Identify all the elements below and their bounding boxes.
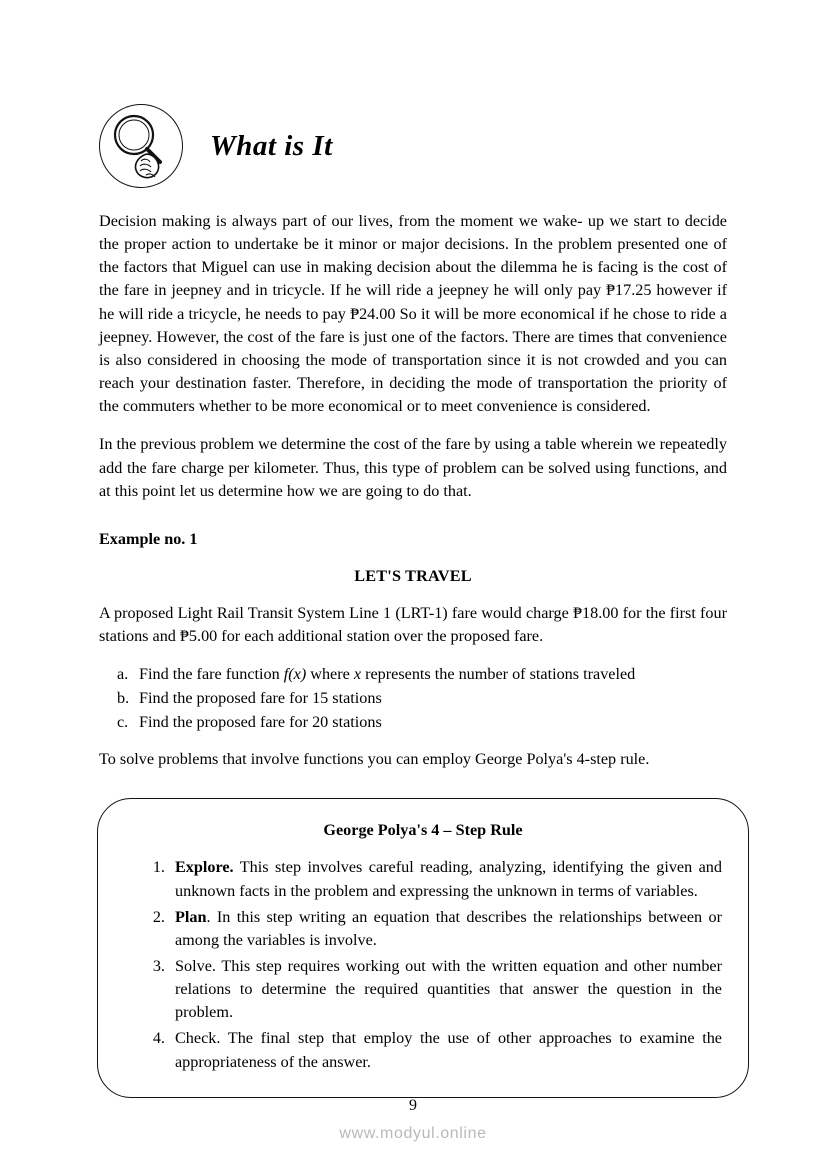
list-marker: c. — [117, 713, 129, 732]
paragraph-previous-problem: In the previous problem we determine the cost of the fare by using a table wherein we repeatedly add the fare charge per kilometer. Thus, this type of problem can be solved using functions, and at this point let us determine how we are going to do that. — [99, 435, 727, 500]
page-number: 9 — [409, 1097, 417, 1114]
list-marker: b. — [117, 689, 130, 708]
list-item — [169, 856, 722, 902]
list-item — [169, 906, 722, 952]
example-questions — [99, 663, 727, 734]
list-text-before: Find the proposed fare for 15 stations — [139, 689, 382, 708]
step-text: Check. The final step that employ the use of other approaches to examine the appropriateness of the answer. — [175, 1029, 722, 1071]
list-text-italic1: f(x) — [283, 665, 307, 684]
example-statement: A proposed Light Rail Transit System Line 1 (LRT-1) fare would charge ₱18.00 for the first four stations and ₱5.00 for each additional station over the proposed fare. — [99, 603, 727, 646]
list-item — [117, 663, 727, 686]
list-item — [117, 687, 727, 710]
list-text-italic2: x — [353, 665, 362, 684]
list-text-before: Find the fare function — [139, 665, 284, 684]
page-title: What is It — [210, 129, 333, 162]
page-content — [99, 96, 727, 1098]
example-title: LET'S TRAVEL — [354, 566, 472, 585]
section-header — [99, 96, 727, 196]
polya-rule-box — [97, 798, 749, 1097]
list-text-after: represents the number of stations traveled — [361, 665, 636, 684]
example-closing: To solve problems that involve functions you can employ George Polya's 4-step rule. — [99, 750, 650, 769]
step-bold: Explore. — [175, 858, 234, 877]
list-text-before: Find the proposed fare for 20 stations — [139, 713, 382, 732]
list-item — [169, 1027, 722, 1073]
example-label: Example no. 1 — [99, 529, 198, 548]
list-text-mid: where — [306, 665, 354, 684]
step-text: This step involves careful reading, analyzing, identifying the given and unknown facts in the problem and expressing the unknown in terms of variables. — [175, 858, 722, 900]
step-text: Solve. This step requires working out with the written equation and other number relations to determine the required quantities that answer the question in the problem. — [175, 956, 722, 1022]
step-bold: Plan — [175, 907, 207, 926]
list-item — [117, 711, 727, 734]
list-item — [169, 955, 722, 1024]
magnifier-icon — [99, 104, 183, 188]
polya-title: George Polya's 4 – Step Rule — [323, 821, 523, 840]
watermark: www.modyul.online — [339, 1125, 487, 1142]
list-marker: a. — [117, 665, 129, 684]
polya-steps — [124, 856, 722, 1073]
paragraph-decision-making: Decision making is always part of our lives, from the moment we wake- up we start to decide the proper action to undertake be it minor or major decisions. In the problem presented one of the factors that Miguel can use in making decision about the dilemma he is facing is the cost of the fare in jeepney and in tricycle. If he will ride a jeepney he will only pay ₱17.25 however if he will ride a tricycle, he needs to pay ₱24.00 So it will be more economical if he chose to ride a jeepney. However, the cost of the fare is just one of the factors. There are times that convenience is also considered in choosing the mode of transportation since it is not crowded and you can reach your destination faster. Therefore, in deciding the mode of transportation the priority of the commuters whether to be more economical or to meet convenience is considered. — [99, 212, 727, 416]
step-text: . In this step writing an equation that describes the relationships between or among the variables is involve. — [175, 907, 722, 949]
